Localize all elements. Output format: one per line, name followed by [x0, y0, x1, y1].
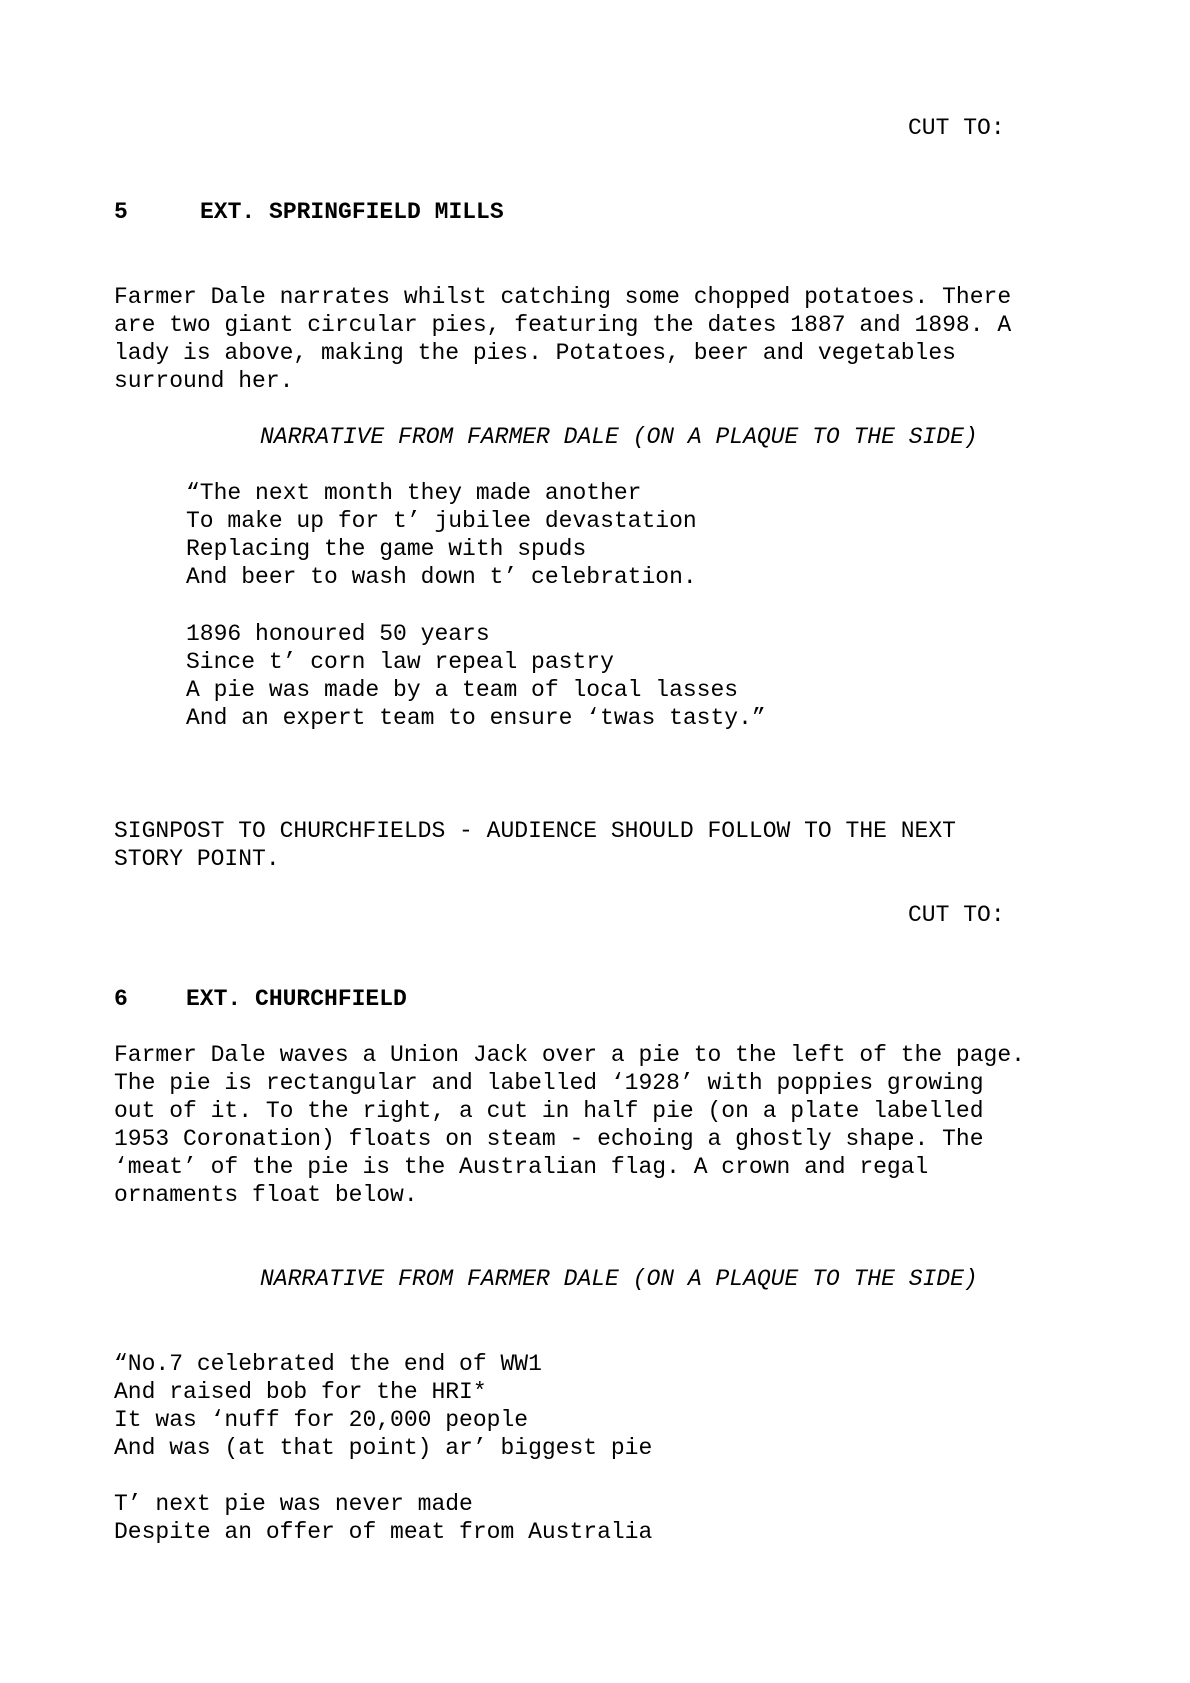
action-line: Farmer Dale narrates whilst catching some chopped potatoes. There — [114, 284, 1012, 310]
verse-line: “No.7 celebrated the end of WW1 — [114, 1351, 542, 1377]
verse-line: Replacing the game with spuds — [186, 536, 587, 562]
scene-number: 6 — [114, 986, 128, 1012]
transition-cut-to: CUT TO: — [908, 115, 1005, 141]
action-line: The pie is rectangular and labelled ‘1928’ with poppies growing — [114, 1070, 984, 1096]
action-line: 1953 Coronation) floats on steam - echoing a ghostly shape. The — [114, 1126, 984, 1152]
verse-line: To make up for t’ jubilee devastation — [186, 508, 697, 534]
transition-cut-to: CUT TO: — [908, 902, 1005, 928]
verse-line: And beer to wash down t’ celebration. — [186, 564, 697, 590]
action-line: are two giant circular pies, featuring the dates 1887 and 1898. A — [114, 312, 1012, 338]
action-line: Farmer Dale waves a Union Jack over a pie to the left of the page. — [114, 1042, 1025, 1068]
verse-line: It was ‘nuff for 20,000 people — [114, 1407, 529, 1433]
action-line: ‘meat’ of the pie is the Australian flag. A crown and regal — [114, 1154, 929, 1180]
signpost-line: STORY POINT. — [114, 846, 280, 872]
action-line: ornaments float below. — [114, 1182, 418, 1208]
narrative-label: NARRATIVE FROM FARMER DALE (ON A PLAQUE TO THE SIDE) — [260, 424, 978, 450]
verse-line: 1896 honoured 50 years — [186, 621, 490, 647]
verse-line: And an expert team to ensure ‘twas tasty.” — [186, 705, 766, 731]
signpost-line: SIGNPOST TO CHURCHFIELDS - AUDIENCE SHOULD FOLLOW TO THE NEXT — [114, 818, 956, 844]
action-line: lady is above, making the pies. Potatoes, beer and vegetables — [114, 340, 956, 366]
narrative-label: NARRATIVE FROM FARMER DALE (ON A PLAQUE TO THE SIDE) — [260, 1266, 978, 1292]
verse-line: Despite an offer of meat from Australia — [114, 1519, 653, 1545]
verse-line: And was (at that point) ar’ biggest pie — [114, 1435, 653, 1461]
action-line: surround her. — [114, 368, 294, 394]
scene-heading: EXT. CHURCHFIELD — [186, 986, 407, 1012]
verse-line: And raised bob for the HRI* — [114, 1379, 487, 1405]
scene-heading: EXT. SPRINGFIELD MILLS — [200, 199, 504, 225]
verse-line: T’ next pie was never made — [114, 1491, 473, 1517]
verse-line: “The next month they made another — [186, 480, 642, 506]
verse-line: Since t’ corn law repeal pastry — [186, 649, 614, 675]
verse-line: A pie was made by a team of local lasses — [186, 677, 739, 703]
scene-number: 5 — [114, 199, 128, 225]
action-line: out of it. To the right, a cut in half pie (on a plate labelled — [114, 1098, 984, 1124]
